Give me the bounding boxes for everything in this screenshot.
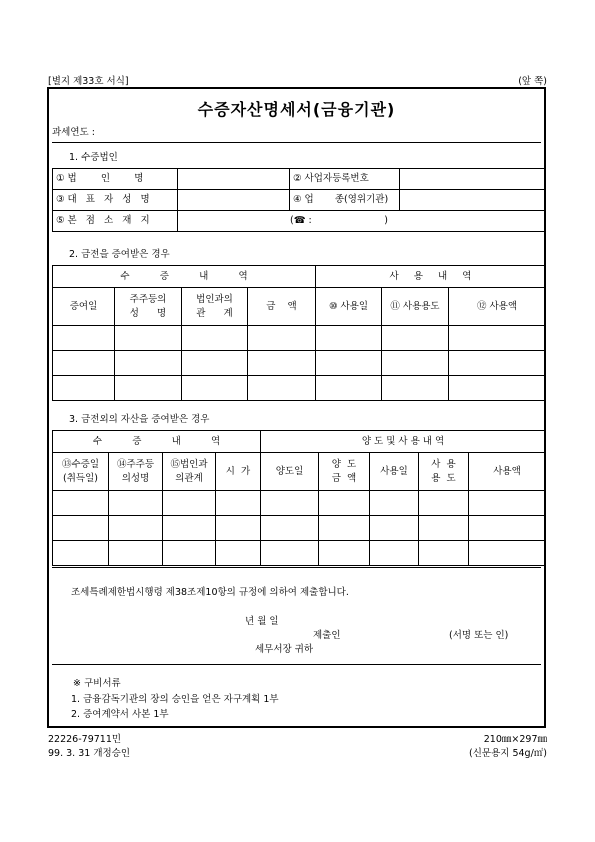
- column-header: 금 액: [248, 288, 316, 326]
- table-cell[interactable]: [109, 541, 163, 566]
- table-cell[interactable]: [163, 516, 216, 541]
- column-header: ⑫ 사용액: [449, 288, 546, 326]
- table-cell[interactable]: [248, 351, 316, 376]
- table-cell[interactable]: [382, 376, 449, 401]
- table-cell[interactable]: [248, 326, 316, 351]
- form-code: 22226-79711민: [48, 734, 122, 745]
- column-header: 양도일: [261, 453, 319, 491]
- table-cell[interactable]: [419, 541, 469, 566]
- table-cell[interactable]: [382, 326, 449, 351]
- section2-heading: 2. 금전을 증여받은 경우: [69, 249, 170, 260]
- paper-size: 210㎜×297㎜: [483, 734, 547, 745]
- table-cell[interactable]: [319, 516, 370, 541]
- table-cell[interactable]: [182, 351, 248, 376]
- column-header: 사 용 용 도: [419, 453, 469, 491]
- column-header: 시 가: [216, 453, 261, 491]
- column-header: 주주등의 성 명: [115, 288, 182, 326]
- table-cell[interactable]: [319, 491, 370, 516]
- table-cell[interactable]: [115, 326, 182, 351]
- column-header: 양 도 금 액: [319, 453, 370, 491]
- table-cell[interactable]: [53, 516, 109, 541]
- table-cell[interactable]: [469, 541, 546, 566]
- table-row: [53, 326, 546, 351]
- table-cell[interactable]: [370, 491, 419, 516]
- divider: [52, 664, 541, 665]
- table-cell[interactable]: [182, 326, 248, 351]
- table-cell[interactable]: [469, 516, 546, 541]
- section3-heading: 3. 금전외의 자산을 증여받은 경우: [69, 414, 210, 425]
- table-cell[interactable]: [370, 541, 419, 566]
- table-row: [53, 491, 546, 516]
- column-header: 증여일: [53, 288, 115, 326]
- table-cell[interactable]: [109, 491, 163, 516]
- column-header: ⑭주주등 의성명: [109, 453, 163, 491]
- table-cell[interactable]: [419, 491, 469, 516]
- table-cell[interactable]: [382, 351, 449, 376]
- declaration-text: 조세특례제한법시행령 제38조제10항의 규정에 의하여 제출합니다.: [71, 587, 349, 598]
- table-row: [53, 516, 546, 541]
- table-cell[interactable]: [370, 516, 419, 541]
- transfer-header: 양 도 및 사 용 내 역: [261, 431, 546, 453]
- table-cell[interactable]: [449, 376, 546, 401]
- table-cell[interactable]: [53, 376, 115, 401]
- column-header: ⑩ 사용일: [316, 288, 382, 326]
- table-cell[interactable]: [469, 491, 546, 516]
- table-cell[interactable]: [261, 541, 319, 566]
- submitter-label: 제출인: [313, 630, 341, 641]
- received-header: 수 증 내 역: [53, 266, 316, 288]
- section1-heading: 1. 수증법인: [69, 152, 118, 163]
- section1-table: [52, 168, 546, 232]
- divider: [52, 142, 541, 143]
- form-number: [별지 제33호 서식]: [48, 76, 129, 87]
- recipient-label: 세무서장 귀하: [255, 644, 314, 655]
- table-cell[interactable]: [53, 326, 115, 351]
- corp-name-field[interactable]: [178, 169, 290, 190]
- column-header: ⑬수증일 (취득일): [53, 453, 109, 491]
- paper-type: (신문용지 54g/㎡): [469, 748, 547, 759]
- table-cell[interactable]: [216, 516, 261, 541]
- table-cell[interactable]: [109, 516, 163, 541]
- table-cell[interactable]: [163, 541, 216, 566]
- column-header: ⑪ 사용용도: [382, 288, 449, 326]
- table-cell[interactable]: [261, 516, 319, 541]
- table-cell[interactable]: [182, 376, 248, 401]
- rep-name-field[interactable]: [178, 190, 290, 211]
- received-header: 수 증 내 역: [53, 431, 261, 453]
- table-cell[interactable]: [216, 491, 261, 516]
- table-cell[interactable]: [319, 541, 370, 566]
- approval-date: 99. 3. 31 개정승인: [48, 748, 131, 759]
- divider: [52, 567, 541, 568]
- table-cell[interactable]: [53, 351, 115, 376]
- attachment-item: 2. 증여계약서 사본 1부: [71, 709, 169, 720]
- column-header: ⑮법인과 의관계: [163, 453, 216, 491]
- column-header: 사용액: [469, 453, 546, 491]
- table-row: [53, 376, 546, 401]
- table-cell[interactable]: [316, 326, 382, 351]
- column-header: 법인과의 관 계: [182, 288, 248, 326]
- form-frame: [47, 87, 546, 728]
- table-cell[interactable]: [316, 351, 382, 376]
- attachments-heading: ※ 구비서류: [73, 678, 121, 689]
- industry-field[interactable]: [400, 190, 546, 211]
- hq-field[interactable]: (☎ : ): [178, 211, 546, 232]
- table-row: [53, 351, 546, 376]
- tax-year-label: 과세연도 :: [52, 127, 95, 138]
- table-row: [53, 541, 546, 566]
- date-line: 년 월 일: [245, 616, 279, 627]
- table-cell[interactable]: [53, 541, 109, 566]
- form-title: 수증자산명세서(금융기관): [197, 100, 396, 119]
- used-header: 사 용 내 역: [316, 266, 546, 288]
- section2-table: [52, 265, 546, 401]
- attachment-item: 1. 금융감독기관의 장의 승인을 얻은 자구계획 1부: [71, 694, 279, 705]
- table-cell[interactable]: [216, 541, 261, 566]
- table-cell[interactable]: [163, 491, 216, 516]
- signature-label: (서명 또는 인): [449, 630, 509, 641]
- corp-name-label: ① 법 인 명: [53, 169, 178, 190]
- table-cell[interactable]: [115, 351, 182, 376]
- column-header: 사용일: [370, 453, 419, 491]
- table-cell[interactable]: [115, 376, 182, 401]
- rep-name-label: ③ 대 표 자 성 명: [53, 190, 178, 211]
- page-side-label: (앞 쪽): [518, 76, 547, 87]
- hq-label: ⑤ 본 점 소 재 지: [53, 211, 178, 232]
- footer-left: [48, 733, 130, 761]
- footer-right: [469, 733, 547, 761]
- table-cell[interactable]: [248, 376, 316, 401]
- table-cell[interactable]: [261, 491, 319, 516]
- section3-table: [52, 430, 546, 566]
- table-cell[interactable]: [449, 326, 546, 351]
- industry-label: ④ 업 종(영위기관): [290, 190, 400, 211]
- table-cell[interactable]: [419, 516, 469, 541]
- table-cell[interactable]: [53, 491, 109, 516]
- biz-no-field[interactable]: [400, 169, 546, 190]
- table-cell[interactable]: [316, 376, 382, 401]
- biz-no-label: ② 사업자등록번호: [290, 169, 400, 190]
- table-cell[interactable]: [449, 351, 546, 376]
